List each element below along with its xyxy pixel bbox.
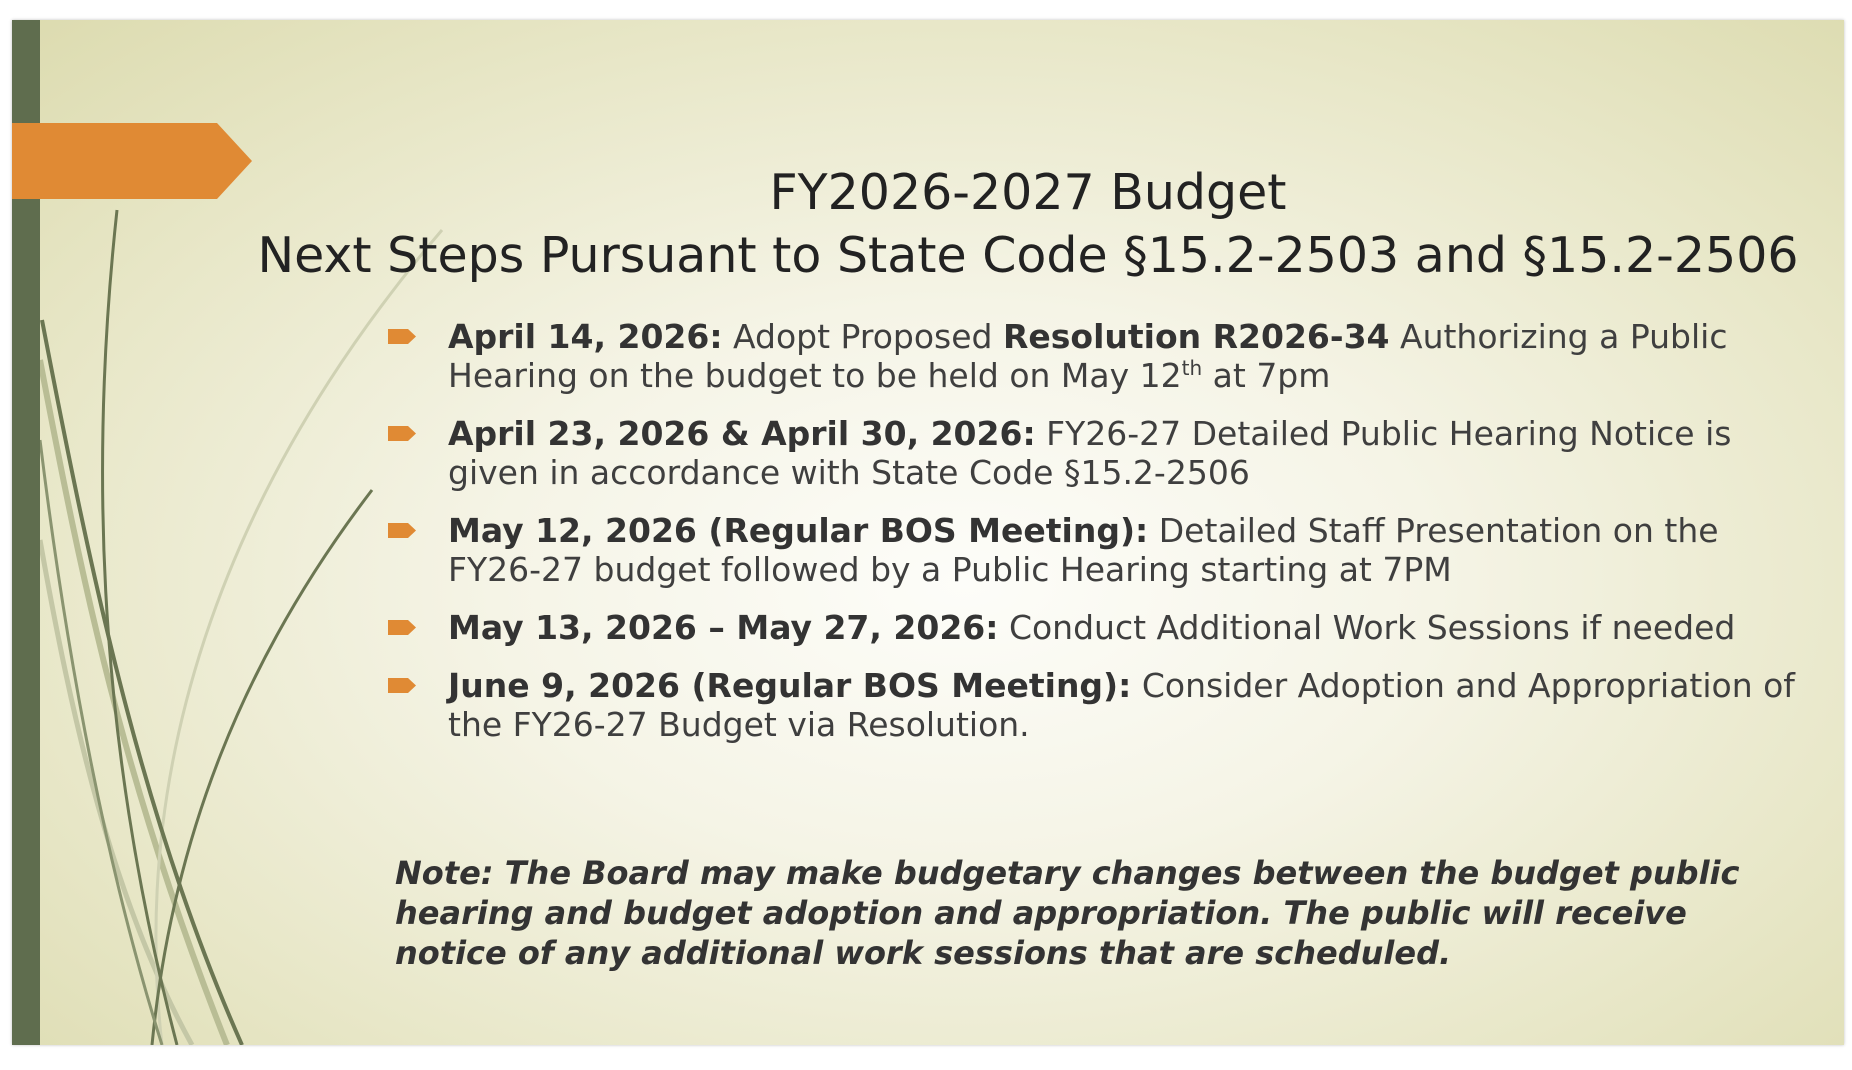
step-date: April 14, 2026:	[448, 317, 723, 356]
resolution-number: Resolution R2026-34	[1002, 317, 1390, 356]
step-text: Detailed Staff Presentation on the FY26-27 budget followed by a Public Hearing starting at 7PM	[448, 511, 1719, 589]
title-line-2: Next Steps Pursuant to State Code §15.2-2503 and §15.2-2506	[257, 226, 1799, 284]
slide-title	[212, 161, 1844, 287]
step-date: June 9, 2026 (Regular BOS Meeting):	[448, 666, 1132, 705]
list-item	[388, 414, 1808, 492]
step-text: Authorizing a Public Hearing on the budget to be held on May 12	[448, 317, 1728, 395]
list-item	[388, 317, 1808, 395]
step-text: Consider Adoption and Appropriation of the FY26-27 Budget via Resolution.	[448, 666, 1795, 744]
arrow-bullet-icon	[388, 426, 416, 441]
ordinal-suffix: th	[1181, 356, 1203, 380]
arrow-bullet-icon	[388, 620, 416, 635]
arrow-bullet-icon	[388, 523, 416, 538]
step-date: May 12, 2026 (Regular BOS Meeting):	[448, 511, 1149, 550]
step-text: at 7pm	[1202, 356, 1331, 395]
list-item	[388, 608, 1808, 647]
title-line-1: FY2026-2027 Budget	[769, 163, 1287, 221]
slide	[12, 20, 1844, 1045]
budget-note: Note: The Board may make budgetary changes between the budget public hearing and budget adoption and appropriation. The public will receive notice of any additional work sessions that are scheduled.	[395, 854, 1740, 972]
arrow-bullet-icon	[388, 678, 416, 693]
steps-list	[388, 317, 1808, 763]
list-item	[388, 511, 1808, 589]
step-date: April 23, 2026 & April 30, 2026:	[448, 414, 1036, 453]
step-date: May 13, 2026 – May 27, 2026:	[448, 608, 999, 647]
list-item	[388, 666, 1808, 744]
step-text: Adopt Proposed	[722, 317, 1003, 356]
step-text: Conduct Additional Work Sessions if needed	[998, 608, 1736, 647]
arrow-bullet-icon	[388, 329, 416, 344]
step-text: FY26-27 Detailed Public Hearing Notice is given in accordance with State Code §15.2-2506	[448, 414, 1732, 492]
